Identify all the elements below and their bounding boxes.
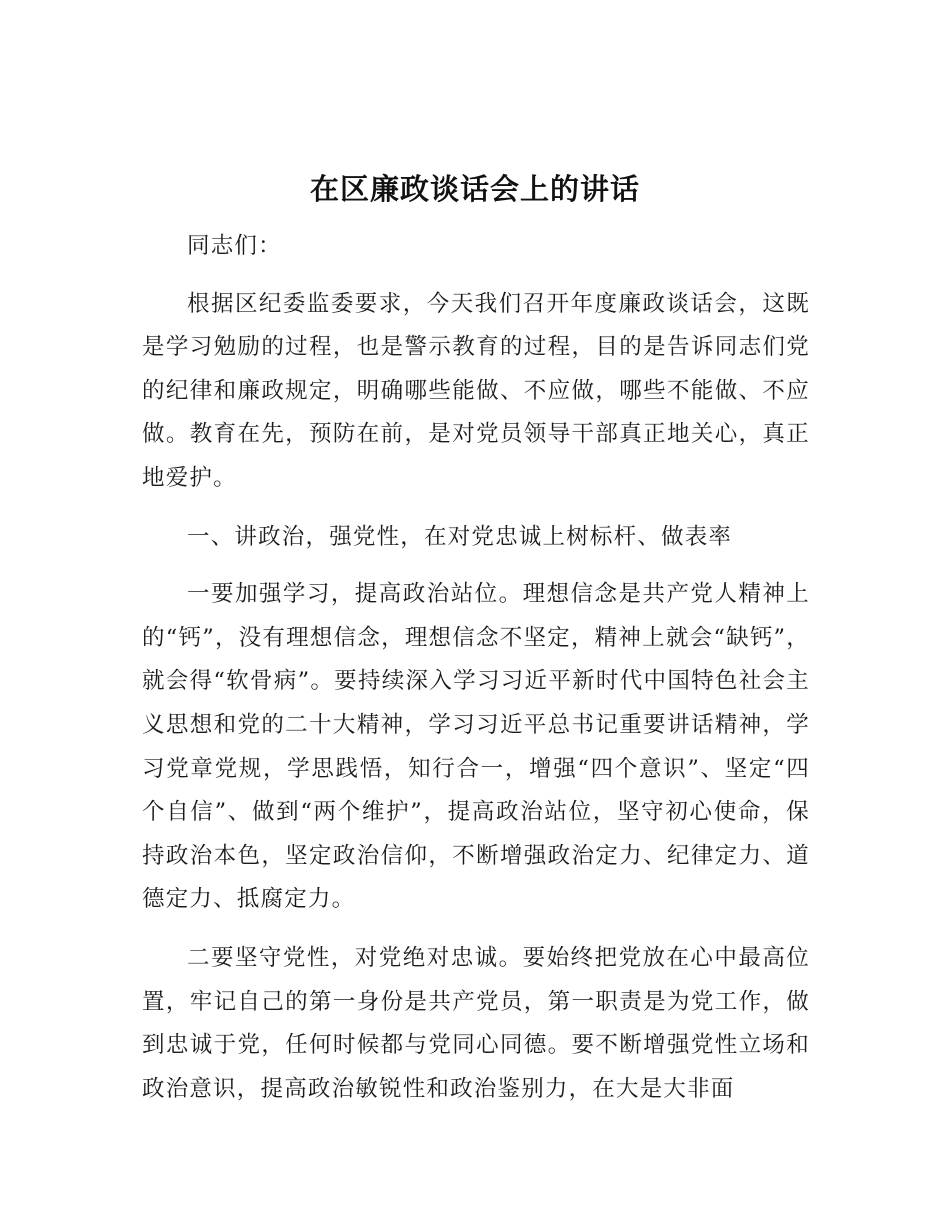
document-body xyxy=(142,225,810,1126)
intro-paragraph: 根据区纪委监委要求，今天我们召开年度廉政谈话会，这既是学习勉励的过程，也是警示教育的过程，目的是告诉同志们党的纪律和廉政规定，明确哪些能做、不应做，哪些不能做、不应做。教育在先，预防在前，是对党员领导干部真正地关心，真正地爱护。 xyxy=(142,290,810,491)
salutation: 同志们： xyxy=(187,233,282,259)
document-title: 在区廉政谈话会上的讲话 xyxy=(309,172,640,206)
section-heading: 一、讲政治，强党性，在对党忠诚上树标杆、做表率 xyxy=(187,523,733,550)
paragraph-loyalty: 二要坚守党性，对党绝对忠诚。要始终把党放在心中最高位置，牢记自己的第一身份是共产党员，第一职责是为党工作，做到忠诚于党，任何时候都与党同心同德。要不断增强党性立场和政治意识，提高政治敏锐性和政治鉴别力，在大是大非面 xyxy=(142,944,810,1102)
paragraph-study: 一要加强学习，提高政治站位。理想信念是共产党人精神上的“钙”，没有理想信念，理想信念不坚定，精神上就会“缺钙”，就会得“软骨病”。要持续深入学习习近平新时代中国特色社会主义思想和党的二十大精神，学习习近平总书记重要讲话精神，学习党章党规，学思践悟，知行合一，增强“四个意识”、坚定“四个自信”、做到“两个维护”，提高政治站位，坚守初心使命，保持政治本色，坚定政治信仰，不断增强政治定力、纪律定力、道德定力、抵腐定力。 xyxy=(142,581,810,913)
